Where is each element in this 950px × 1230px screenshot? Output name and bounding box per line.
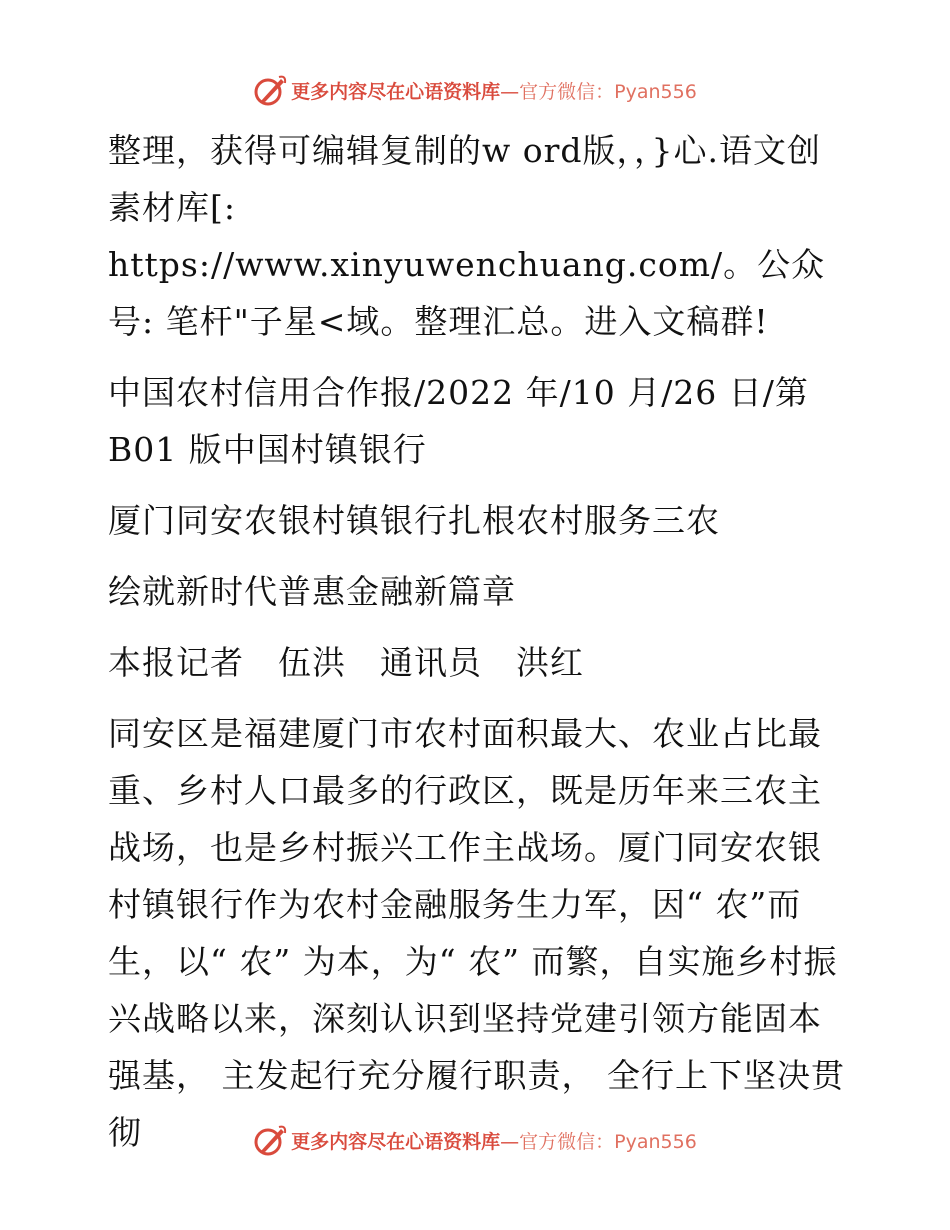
banner-text: 更多内容尽在心语资料库—官方微信：Pyan556 — [291, 1130, 697, 1153]
byline: 本报记者 伍洪 通讯员 洪红 — [108, 643, 584, 682]
header-watermark-banner — [0, 70, 950, 110]
quill-logo-icon — [253, 1123, 287, 1157]
article-title-line2: 绘就新时代普惠金融新篇章 — [108, 572, 516, 611]
article-title-line1: 厦门同安农银村镇银行扎根农村服务三农 — [108, 501, 720, 540]
document-body — [96, 122, 851, 1175]
source-line: 中国农村信用合作报/2022 年/10 月/26 日/第 B01 版中国村镇银行 — [108, 373, 809, 469]
intro-paragraph: 整理，获得可编辑复制的w ord版，，}心.语文创素材库[: https://www.xinyuwenchuang.com/。公众号: 笔杆"子星<域。整理汇总。进入文稿群! — [108, 131, 826, 341]
quill-logo-icon — [253, 73, 287, 107]
banner-text: 更多内容尽在心语资料库—官方微信：Pyan556 — [291, 80, 697, 103]
body-paragraph: 同安区是福建厦门市农村面积最大、农业占比最重、乡村人口最多的行政区，既是历年来三农主战场，也是乡村振兴工作主战场。厦门同安农银村镇银行作为农村金融服务生力军，因“ 农”而生，以“ 农” 为本，为“ 农” 而繁，自实施乡村振兴战略以来，深刻认识到坚持党建引领方能固本强基， 主发起行充分履行职责， 全行上下坚决贯彻 — [108, 714, 845, 1152]
footer-watermark-banner — [0, 1120, 950, 1160]
